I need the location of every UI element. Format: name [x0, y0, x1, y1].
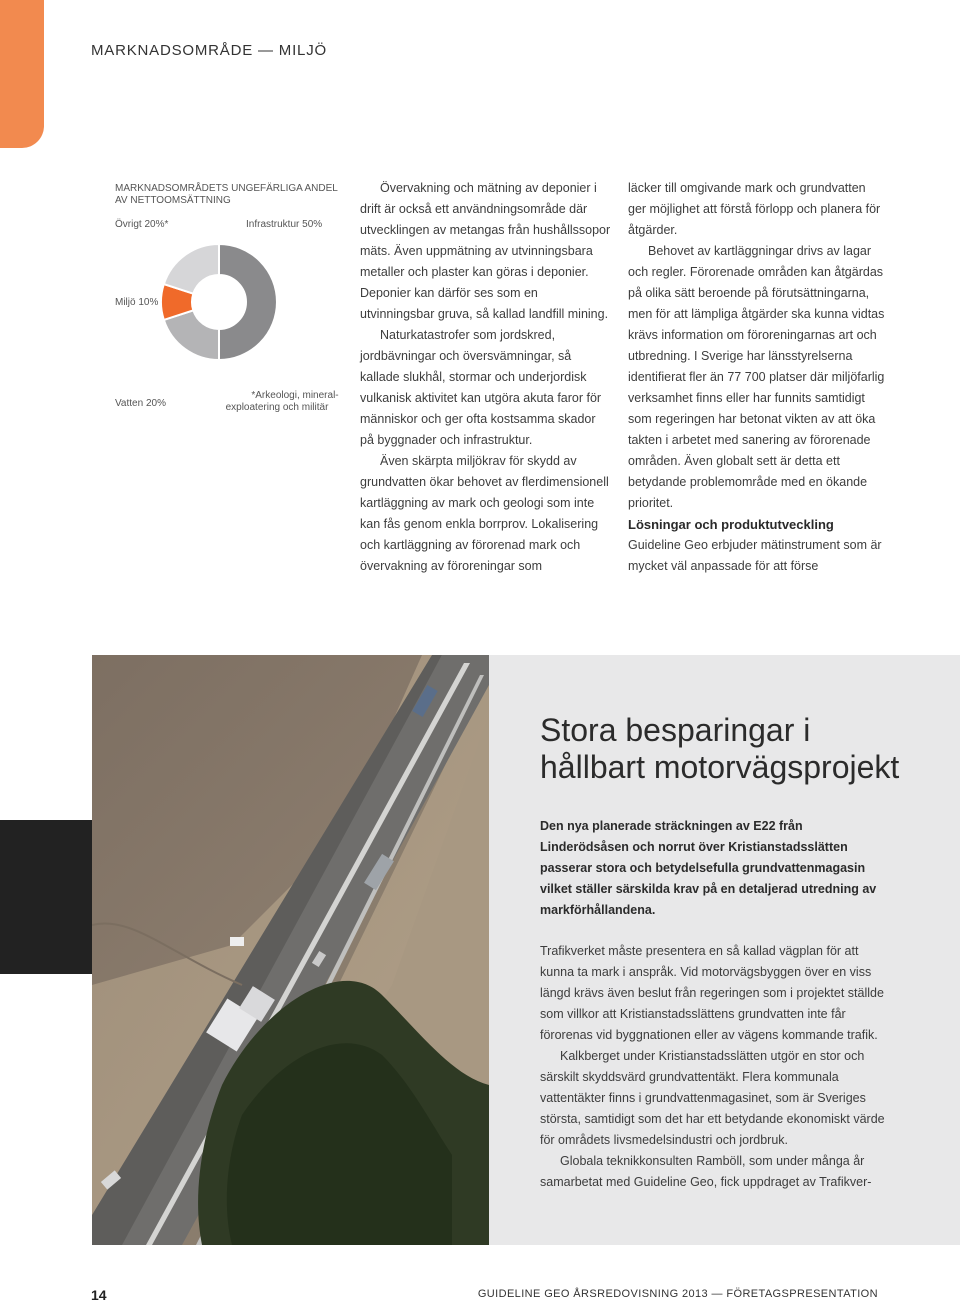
label-miljo: Miljö 10% [115, 297, 159, 308]
aerial-photo-illustration [92, 655, 489, 1245]
feature-paragraph-3: Globala teknikkonsulten Ramböll, som under många år samarbetat med Guideline Geo, fick uppdraget av Trafikver- [540, 1154, 872, 1189]
footnote-line1: *Arkeologi, mineral- [251, 390, 339, 401]
feature-paragraph-2: Kalkberget under Kristianstadsslätten utgör en stor och särskilt skyddsvärd grundvattentäkt. Flera kommunala vattentäkter finns i grundvattenmagasinet, som är Sveriges största, samtidigt som det har ett betydande ekonomiskt värde för områdets livsmedelsindustri och jordbruk. [540, 1049, 885, 1147]
orange-corner-tab [0, 0, 44, 148]
col3-paragraph-2: Behovet av kartläggningar drivs av lagar och regler. Förorenade områden kan åtgärdas på olika sätt beroende på förutsättningarna, men för att lämpliga åtgärder ska kunna vidtas krävs information om föroreningarnas art och utbredning. I Sverige har länsstyrelserna identifierat fler än 77 700 platser där miljöfarlig verksamhet finns eller har funnits samtidigt som regeringen har betonat vikten av att öka takten i arbetet med sanering av förorenade områden. Även globalt sett är detta ett betydande problemområde med en ökande prioritet. [628, 244, 885, 510]
chart-title-line2: AV NETTOOMSÄTTNING [115, 195, 231, 206]
body-column-2 [360, 178, 612, 577]
body-column-3 [628, 178, 886, 577]
footnote-line2: exploatering och militär [225, 402, 329, 413]
feature-headline [540, 712, 940, 786]
headline-line-1: Stora besparingar i [540, 712, 811, 748]
donut-slices [161, 244, 277, 360]
col3-subheading: Lösningar och produktutveckling [628, 517, 834, 532]
publication-footer: GUIDELINE GEO ÅRSREDOVISNING 2013 — FÖRETAGSPRESENTATION [477, 1288, 878, 1300]
feature-paragraph-1: Trafikverket måste presentera en så kallad vägplan för att kunna ta mark i anspråk. Vid motorvägsbyggen över en viss längd krävs även beslut från regeringen som i projektet ställde som villkor att Kristianstadsslättens grundvatten inte får förorenas vid byggnationen eller av vägens kommande trafik. [540, 944, 884, 1042]
feature-lead: Den nya planerade sträckningen av E22 från Linderödsåsen och norrut över Kristianstadsslätten passerar stora och betydelsefulla grundvattenmagasin vilket ställer särskilda krav på en detaljerad utredning av markförhållandena. [540, 819, 877, 917]
col3-paragraph-1: läcker till omgivande mark och grundvatten ger möjlighet att förstå förlopp och planera för åtgärder. [628, 181, 881, 237]
col2-paragraph-1: Övervakning och mätning av deponier i drift är också ett användningsområde där utvecklingen av metangas från hushållssopor mäts. Även uppmätning av utvinningsbara metaller och plaster kan göras i deponier. Deponier kan därför ses som en utvinningsbar gruva, så kallad landfill mining. [360, 181, 611, 321]
col2-paragraph-2: Naturkatastrofer som jordskred, jordbävningar och översvämningar, så kallade slukhål, stormar och underjordisk vulkanisk aktivitet kan utgöra akuta faror för människor och ger ofta kostsamma skador på byggnader och infrastruktur. [360, 328, 602, 447]
page-number: 14 [91, 1287, 107, 1301]
dark-accent-bar [0, 820, 92, 974]
chart-title-line1: MARKNADSOMRÅDETS UNGEFÄRLIGA ANDEL [115, 183, 338, 194]
slice-infrastruktur [219, 244, 277, 360]
headline-line-2: hållbart motorvägsprojekt [540, 749, 900, 785]
aerial-highway-photo [92, 655, 489, 1245]
feature-body [540, 941, 885, 1193]
slice-övrigt [164, 244, 219, 294]
col2-paragraph-3: Även skärpta miljökrav för skydd av grundvatten ökar behovet av flerdimensionell kartläggning av mark och geologi som inte kan fås genom enkla borrprov. Lokalisering och kartläggning av förorenad mark och övervakning av föroreningar som [360, 454, 609, 573]
label-infrastruktur: Infrastruktur 50% [246, 219, 323, 230]
col3-paragraph-3: Guideline Geo erbjuder mätinstrument som är mycket väl anpassade för att förse [628, 538, 882, 573]
label-vatten: Vatten 20% [115, 398, 166, 409]
donut-chart-svg [115, 180, 339, 430]
market-share-chart [115, 180, 339, 430]
label-ovrigt: Övrigt 20%* [115, 219, 169, 230]
section-header: MARKNADSOMRÅDE — MILJÖ [91, 42, 327, 59]
